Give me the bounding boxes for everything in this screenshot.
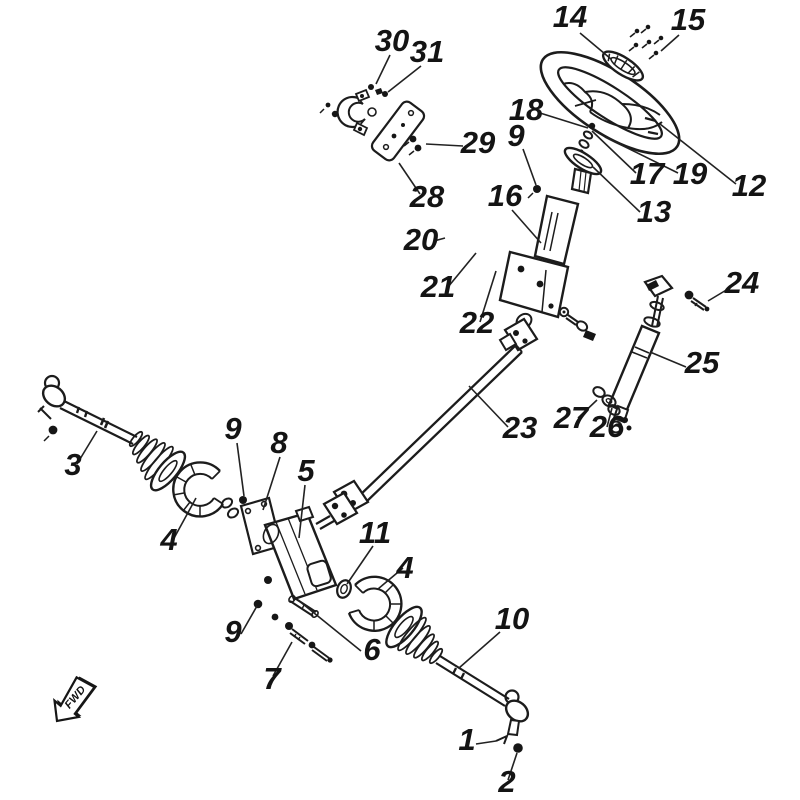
bellows-left (128, 430, 190, 495)
callout-30: 30 (374, 23, 410, 58)
nut-2 (513, 743, 523, 753)
clamp-4-right (349, 577, 401, 631)
callout-13: 13 (636, 194, 672, 229)
callout-8: 8 (270, 425, 288, 460)
leader-lines (77, 33, 736, 780)
callout-3: 3 (64, 447, 82, 482)
bracket-plate-28 (370, 99, 427, 163)
callout-31: 31 (409, 34, 445, 69)
cap-screws (629, 25, 663, 59)
upper-u-joint (500, 311, 537, 350)
callout-23: 23 (502, 410, 538, 445)
bolt-9-upper (528, 185, 541, 198)
callout-9-bottom: 9 (224, 614, 242, 649)
callout-2: 2 (498, 764, 516, 799)
small-screws-left (320, 103, 338, 118)
callout-18: 18 (508, 92, 544, 127)
steering-column (500, 196, 578, 317)
callout-17: 17 (629, 156, 665, 191)
callout-24: 24 (724, 265, 760, 300)
bolts-30-31 (368, 84, 388, 97)
callout-9-left: 9 (224, 411, 242, 446)
callout-16: 16 (487, 178, 523, 213)
fwd-label: FWD (62, 683, 89, 712)
callout-12: 12 (731, 168, 767, 203)
callout-5: 5 (297, 453, 315, 488)
callout-25: 25 (684, 345, 720, 380)
callout-19: 19 (672, 156, 708, 191)
callout-26: 26 (589, 409, 625, 444)
cotter-pin-1 (496, 736, 507, 744)
tie-rod-3 (38, 376, 137, 444)
callout-6: 6 (363, 632, 381, 667)
o-ring-11 (335, 578, 353, 599)
bellows-right (381, 602, 444, 665)
callout-27: 27 (553, 400, 589, 435)
callout-21: 21 (420, 269, 456, 304)
callout-22: 22 (459, 305, 495, 340)
callout-10: 10 (494, 601, 530, 636)
callout-14: 14 (552, 0, 588, 34)
callout-4-left: 4 (160, 522, 178, 557)
callout-7: 7 (263, 661, 281, 696)
nuts-9-lower (254, 576, 279, 620)
callout-11: 11 (358, 515, 392, 550)
callout-4-right: 4 (396, 550, 414, 585)
intermediate-shaft (358, 345, 522, 504)
callout-9-top: 9 (507, 118, 525, 153)
callout-29: 29 (460, 125, 496, 160)
fwd-arrow (46, 671, 103, 731)
column-link-hardware (560, 308, 596, 341)
callout-28: 28 (409, 179, 445, 214)
bolt-24 (685, 291, 710, 312)
column-clamp (338, 90, 376, 135)
callout-20: 20 (403, 222, 439, 257)
tie-rod-10 (436, 656, 532, 735)
callout-1: 1 (458, 722, 476, 757)
callout-15: 15 (670, 2, 706, 37)
